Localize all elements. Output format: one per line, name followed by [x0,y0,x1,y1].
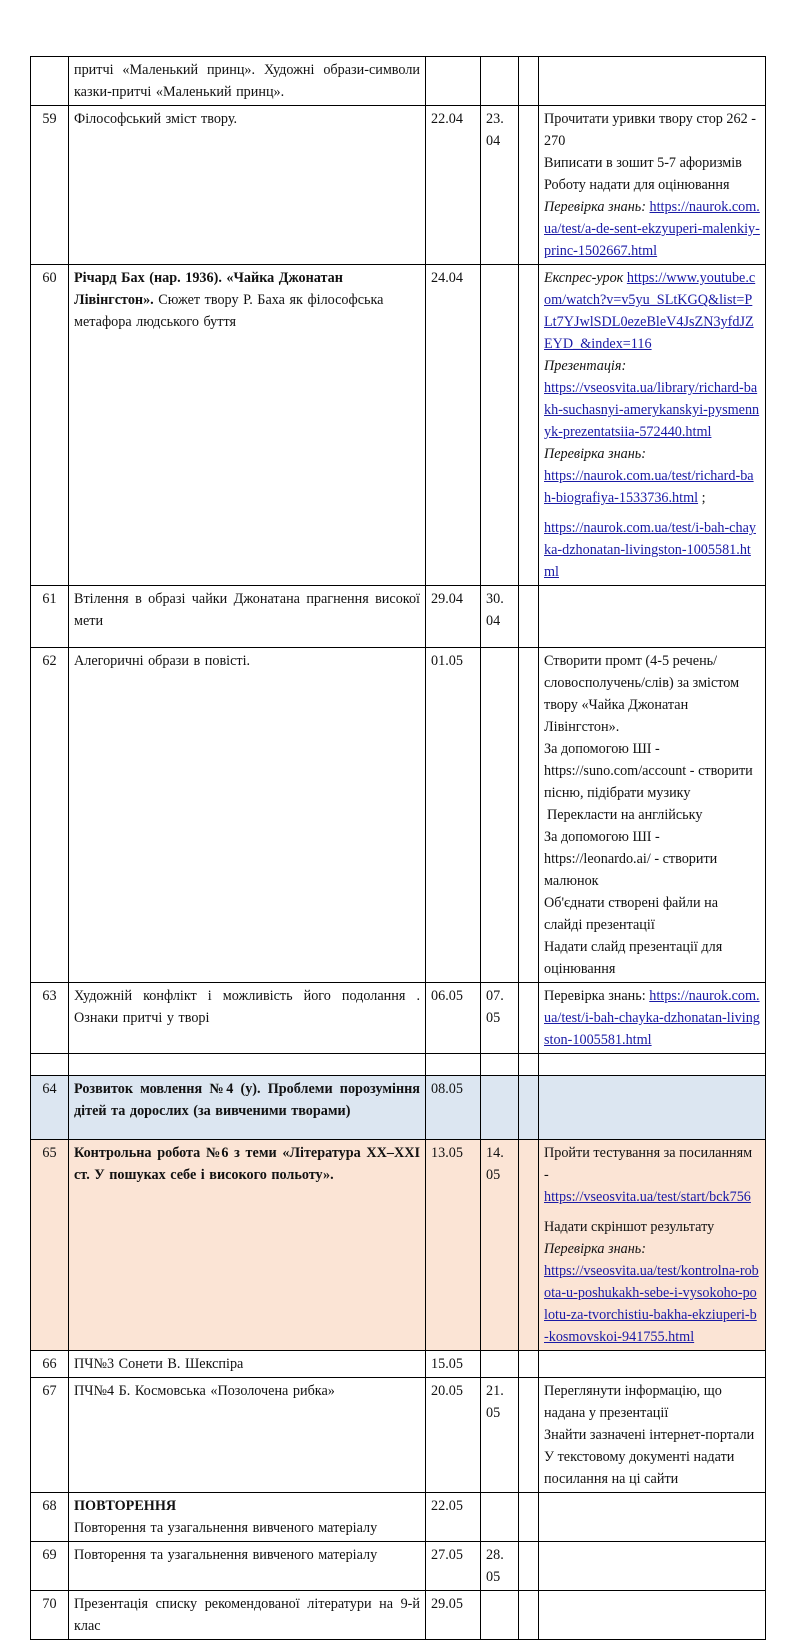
row-number: 66 [31,1351,69,1378]
date-actual: 21. 05 [481,1378,519,1493]
homework-cell [539,983,766,1054]
homework-cell [539,1542,766,1591]
row-number: 68 [31,1493,69,1542]
presentation-link[interactable]: https://vseosvita.ua/library/richard-bakh-suchasnyi-amerykanskyi-pysmennyk-prezentatsiia-572440.html [544,380,760,440]
date-actual [481,1493,519,1542]
homework-cell [539,1378,766,1493]
table-row [31,57,766,106]
date-planned: 06.05 [426,983,481,1054]
date-planned: 24.04 [426,265,481,586]
row-number: 61 [31,586,69,648]
lesson-topic [69,1493,426,1542]
table-row [31,265,766,586]
date-planned: 13.05 [426,1140,481,1351]
check-label: Перевірка знань: [544,1241,646,1257]
mark-cell [519,1076,539,1140]
homework-cell [539,586,766,648]
homework-cell [539,1140,766,1351]
homework-cell [539,106,766,265]
test-link[interactable]: https://naurok.com.ua/test/a-de-sent-ekzyuperi-malenkiy-princ-1502667.html [544,199,760,259]
homework-cell [539,1351,766,1378]
lesson-topic-title: Річард Бах (нар. 1936). «Чайка Джонатан Лівінгстон». [74,270,343,308]
homework-cell [539,1591,766,1640]
date-actual [481,648,519,983]
date-planned: 15.05 [426,1351,481,1378]
date-planned [426,57,481,106]
video-link[interactable]: https://www.youtube.com/watch?v=v5yu_SLtKGQ&list=PLt7YJwlSDL0ezeBleV4JsZN3yfdJZEYD_&index=116 [544,270,756,352]
separator: ; [701,490,706,506]
homework-cell [539,57,766,106]
lesson-topic [69,1054,426,1076]
row-number [31,57,69,106]
row-number: 67 [31,1378,69,1493]
table-row [31,1591,766,1640]
mark-cell [519,1493,539,1542]
lesson-topic: ПЧ№3 Сонети В. Шекспіра [69,1351,426,1378]
lesson-topic: Повторення та узагальнення вивченого матеріалу [69,1542,426,1591]
lesson-topic: притчі «Маленький принц». Художні образи-символи казки-притчі «Маленький принц». [69,57,426,106]
date-planned: 22.04 [426,106,481,265]
date-actual [481,1054,519,1076]
check-label: Перевірка знань: [544,988,646,1004]
test-link[interactable]: https://naurok.com.ua/test/i-bah-chayka-dzhonatan-livingston-1005581.html [544,520,756,580]
lesson-topic [69,265,426,586]
lesson-topic [69,1076,426,1140]
mark-cell [519,648,539,983]
note-line: Створити промт (4-5 речень/словосполучень/слів) за змістом твору «Чайка Джонатан Лівінгстон». [544,653,740,735]
row-number: 60 [31,265,69,586]
note-line: Роботу надати для оцінювання [544,177,730,193]
lesson-topic: Презентація списку рекомендованої літератури на 9-й клас [69,1591,426,1640]
lesson-topic-title: Контрольна робота №6 з теми «Література ХХ–ХХІ ст. У пошуках себе і високого польоту». [74,1145,420,1183]
note-line: Перекласти на англійську [547,807,703,823]
mark-cell [519,265,539,586]
mark-cell [519,983,539,1054]
row-number [31,1054,69,1076]
date-actual: 07. 05 [481,983,519,1054]
mark-cell [519,106,539,265]
row-number: 59 [31,106,69,265]
row-number: 63 [31,983,69,1054]
date-actual [481,265,519,586]
lesson-topic: Алегоричні образи в повісті. [69,648,426,983]
mark-cell [519,57,539,106]
date-planned [426,1054,481,1076]
table-row [31,648,766,983]
lesson-topic: Філософський зміст твору. [69,106,426,265]
date-actual [481,1591,519,1640]
note-line: За допомогою ШІ - https://suno.com/account - створити пісню, підібрати музику [544,741,753,801]
express-label: Експрес-урок [544,270,624,286]
row-number: 65 [31,1140,69,1351]
date-actual [481,1351,519,1378]
date-actual: 14. 05 [481,1140,519,1351]
note-line: Пройти тестування за посиланням - [544,1145,753,1183]
date-actual: 30. 04 [481,586,519,648]
table-row [31,1378,766,1493]
lesson-topic-subtitle: Повторення та узагальнення вивченого матеріалу [74,1520,378,1536]
table-row-highlighted [31,1076,766,1140]
lesson-plan-table [30,56,766,1640]
table-row [31,106,766,265]
lesson-topic-subtitle: Сюжет твору Р. Баха як філософська метафора людського буття [74,292,384,330]
date-actual [481,1076,519,1140]
test-link[interactable]: https://naurok.com.ua/test/i-bah-chayka-dzhonatan-livingston-1005581.html [544,988,760,1048]
lesson-topic-title: Розвиток мовлення №4 (у). Проблеми порозуміння дітей та дорослих (за вивченими творами) [74,1081,420,1119]
note-line: Надати скріншот результату [544,1219,715,1235]
check-label: Перевірка знань: [544,199,646,215]
note-line: Надати слайд презентації для оцінювання [544,939,723,977]
date-planned: 29.05 [426,1591,481,1640]
test-link[interactable]: https://vseosvita.ua/test/kontrolna-robota-u-poshukakh-sebe-i-vysokoho-polotu-za-tvorchistiu-bakha-ekziuperi-b-kosmovskoi-941755.html [544,1263,759,1345]
homework-cell [539,648,766,983]
test-link[interactable]: https://vseosvita.ua/test/start/bck756 [544,1189,751,1205]
table-row-highlighted [31,1140,766,1351]
note-line: У текстовому документі надати посилання на ці сайти [544,1449,735,1487]
test-link[interactable]: https://naurok.com.ua/test/richard-bah-biografiya-1533736.html [544,468,754,506]
homework-cell [539,1054,766,1076]
mark-cell [519,1378,539,1493]
lesson-topic: ПЧ№4 Б. Космовська «Позолочена рибка» [69,1378,426,1493]
date-planned: 27.05 [426,1542,481,1591]
homework-cell [539,1493,766,1542]
note-line: Переглянути інформацію, що надана у презентації [544,1383,722,1421]
lesson-topic: Художній конфлікт і можливість його подолання . Ознаки притчі у творі [69,983,426,1054]
presentation-label: Презентація: [544,358,627,374]
table-row [31,586,766,648]
homework-cell [539,265,766,586]
row-number: 70 [31,1591,69,1640]
row-number: 64 [31,1076,69,1140]
table-row [31,983,766,1054]
date-actual [481,57,519,106]
table-row [31,1542,766,1591]
lesson-topic: Втілення в образі чайки Джонатана прагнення високої мети [69,586,426,648]
date-planned: 22.05 [426,1493,481,1542]
note-line: Знайти зазначені інтернет-портали [544,1427,755,1443]
date-planned: 20.05 [426,1378,481,1493]
table-row [31,1493,766,1542]
note-line: Прочитати уривки твору стор 262 - 270 [544,111,756,149]
row-number: 69 [31,1542,69,1591]
date-planned: 29.04 [426,586,481,648]
mark-cell [519,1140,539,1351]
note-line: За допомогою ШІ - https://leonardo.ai/ - створити малюнок [544,829,718,889]
date-actual: 23. 04 [481,106,519,265]
note-line: Об'єднати створені файли на слайді презентації [544,895,719,933]
homework-cell [539,1076,766,1140]
mark-cell [519,1542,539,1591]
mark-cell [519,1351,539,1378]
date-planned: 08.05 [426,1076,481,1140]
check-label: Перевірка знань: [544,446,646,462]
mark-cell [519,1591,539,1640]
date-actual: 28. 05 [481,1542,519,1591]
date-planned: 01.05 [426,648,481,983]
mark-cell [519,586,539,648]
row-number: 62 [31,648,69,983]
mark-cell [519,1054,539,1076]
lesson-topic-title: ПОВТОРЕННЯ [74,1498,177,1514]
table-row [31,1351,766,1378]
note-line: Виписати в зошит 5-7 афоризмів [544,155,742,171]
table-row-empty [31,1054,766,1076]
lesson-topic [69,1140,426,1351]
